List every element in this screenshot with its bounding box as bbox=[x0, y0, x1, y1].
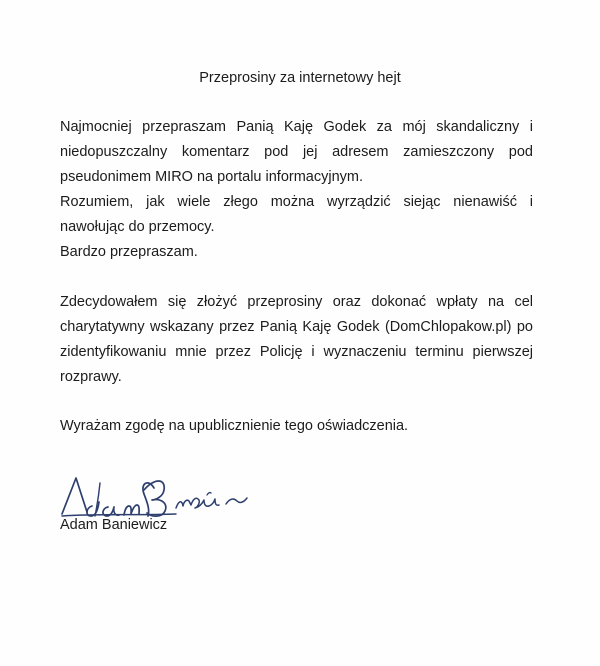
text-line: nawołując do przemocy. bbox=[60, 219, 215, 235]
signatory-name: Adam Baniewicz bbox=[60, 517, 168, 533]
text-line: Zdecydowałem się złożyć przeprosiny oraz dokonać wpłaty na cel bbox=[60, 294, 533, 310]
text-line: Najmocniej przepraszam Panią Kaję Godek za mój skandaliczny i bbox=[60, 119, 533, 135]
paragraph-apology bbox=[60, 115, 533, 265]
text-line: Rozumiem, jak wiele złego można wyrządzić siejąc nienawiść i bbox=[60, 194, 533, 210]
document-title: Przeprosiny za internetowy hejt bbox=[199, 70, 401, 86]
text-line: rozprawy. bbox=[60, 369, 122, 385]
paragraph-consent bbox=[60, 414, 533, 439]
text-line: charytatywny wskazany przez Panią Kaję Godek (DomChlopakow.pl) po bbox=[60, 319, 533, 335]
text-line: Bardzo przepraszam. bbox=[60, 244, 198, 260]
text-line: niedopuszczalny komentarz pod jej adresem zamieszczony pod bbox=[60, 144, 533, 160]
text-line: zidentyfikowaniu mnie przez Policję i wyznaczeniu terminu pierwszej bbox=[60, 344, 533, 360]
text-line: Wyrażam zgodę na upublicznienie tego oświadczenia. bbox=[60, 418, 409, 434]
text-line: pseudonimem MIRO na portalu informacyjnym. bbox=[60, 169, 364, 185]
paragraph-donation bbox=[60, 290, 533, 390]
